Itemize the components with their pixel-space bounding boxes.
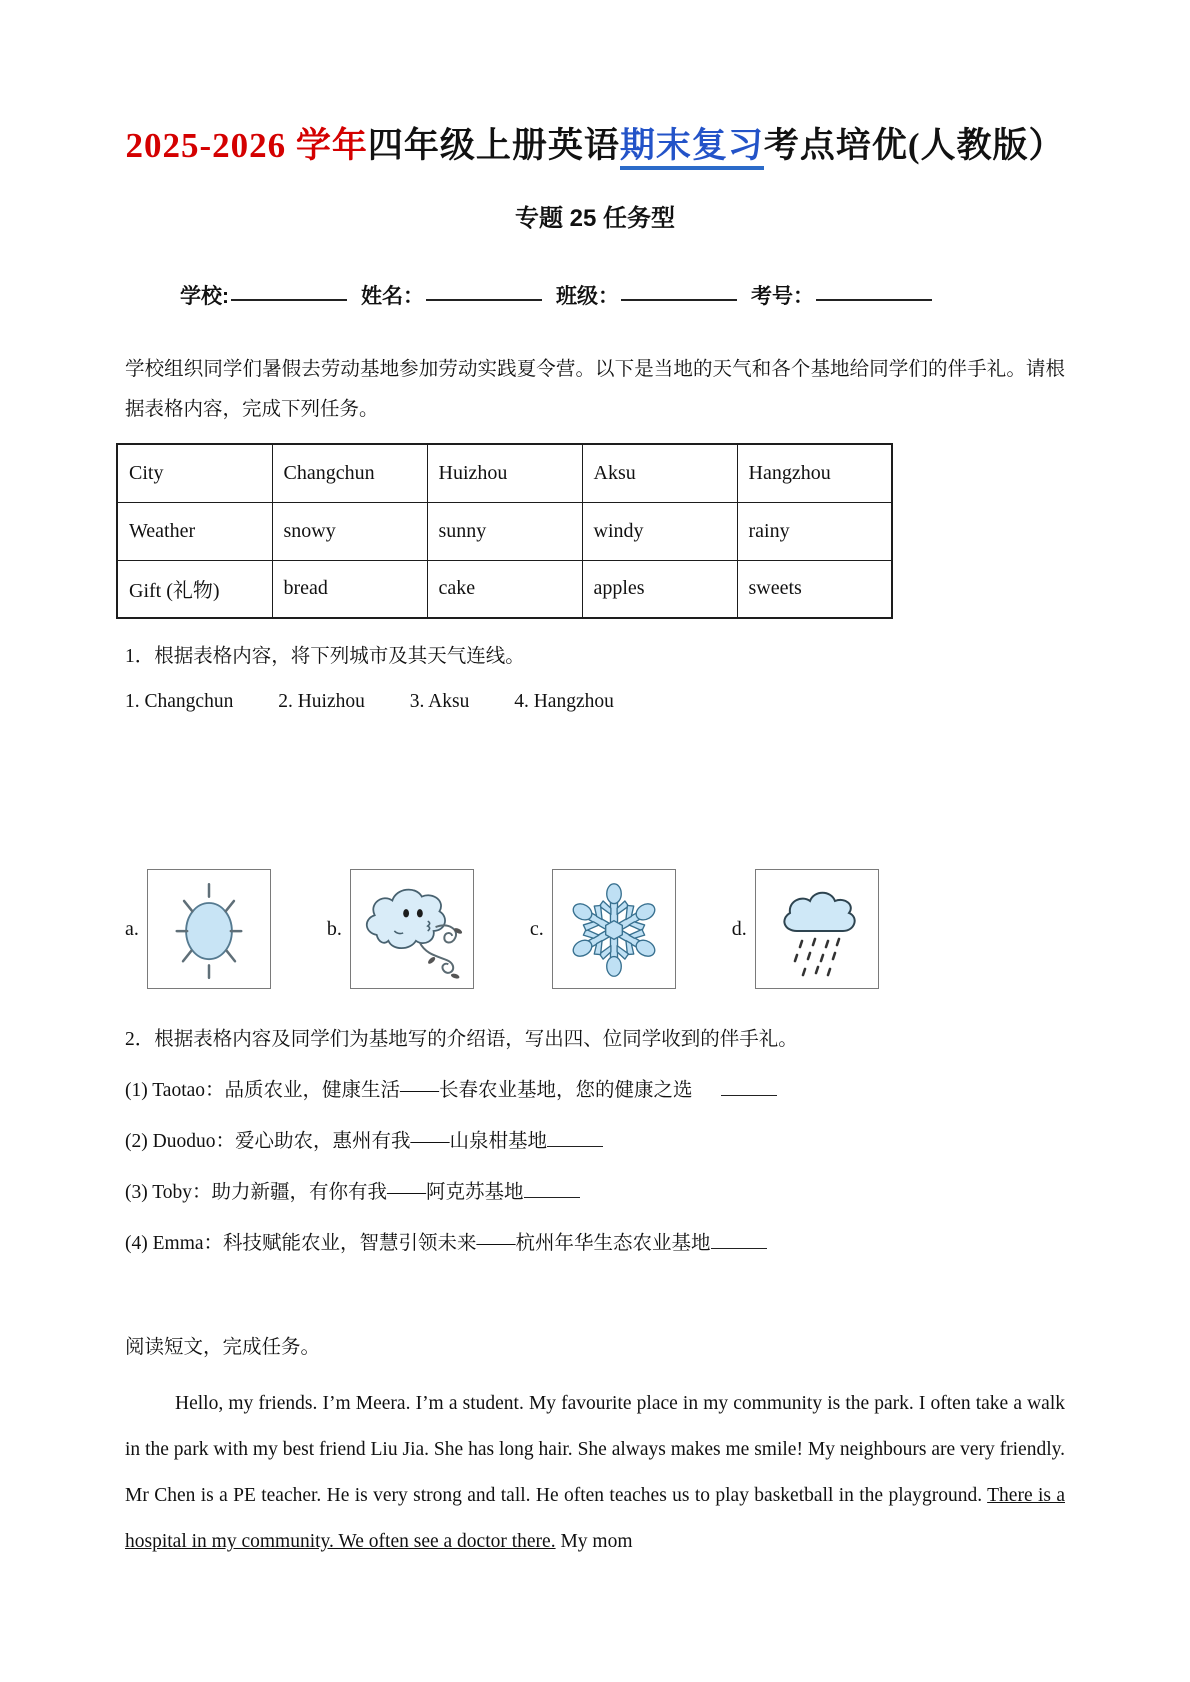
table-cell: snowy	[272, 502, 427, 560]
document-title	[125, 118, 1065, 168]
exam-number-label: 考号：	[751, 285, 814, 308]
option-d-box	[755, 869, 879, 989]
city-item: 4. Hangzhou	[514, 691, 614, 712]
passage-text-end: My mom	[555, 1531, 633, 1552]
table-row-weather	[117, 502, 892, 560]
weather-options-row	[125, 869, 1065, 989]
student-info-row	[125, 279, 1065, 310]
option-c-box	[552, 869, 676, 989]
rain-icon	[767, 877, 867, 981]
answer-blank-4	[711, 1231, 767, 1249]
q2-item-4-text: (4) Emma：科技赋能农业，智慧引领未来——杭州年华生态农业基地	[125, 1233, 711, 1254]
title-year: 2025-2026 学年	[125, 126, 368, 165]
name-label: 姓名：	[361, 285, 424, 308]
title-review-highlight: 期末复习	[620, 126, 764, 170]
name-field	[361, 279, 556, 310]
answer-blank-1	[721, 1078, 777, 1096]
table-cell: windy	[582, 502, 737, 560]
table-cell: Aksu	[582, 444, 737, 502]
table-cell: Weather	[117, 502, 272, 560]
table-cell: Huizhou	[427, 444, 582, 502]
q2-item-3-text: (3) Toby：助力新疆，有你有我——阿克苏基地	[125, 1182, 524, 1203]
city-match-list	[125, 691, 1065, 713]
answer-blank-3	[524, 1180, 580, 1198]
snowflake-icon	[562, 875, 666, 983]
table-cell: City	[117, 444, 272, 502]
table-cell: cake	[427, 560, 582, 618]
table-cell: sunny	[427, 502, 582, 560]
option-a-letter: a.	[125, 917, 139, 940]
option-c	[530, 869, 676, 989]
table-cell: Hangzhou	[737, 444, 892, 502]
name-blank	[426, 279, 542, 301]
option-b-box	[350, 869, 474, 989]
class-blank	[621, 279, 737, 301]
question-2-prompt: 2．根据表格内容及同学们为基地写的介绍语，写出四、位同学收到的伴手礼。	[125, 1029, 798, 1050]
reading-passage	[125, 1381, 1065, 1565]
option-a-box	[147, 869, 271, 989]
intro-paragraph: 学校组织同学们暑假去劳动基地参加劳动实践夏令营。以下是当地的天气和各个基地给同学们的伴手礼。请根据表格内容，完成下列任务。	[125, 359, 1065, 420]
class-label: 班级：	[556, 285, 619, 308]
reading-prompt: 阅读短文，完成任务。	[125, 1337, 321, 1358]
q2-item-1	[125, 1074, 1065, 1102]
table-cell: bread	[272, 560, 427, 618]
school-label: 学校:	[180, 285, 229, 308]
exam-number-field	[751, 279, 932, 310]
school-blank	[231, 279, 347, 301]
class-field	[556, 279, 751, 310]
passage-text: Hello, my friends. I’m Meera. I’m a student. My favourite place in my community is the park. I often take a walk in the park with my best friend Liu Jia. She has long hair. She always makes me smile! My neighbours are very friendly. Mr Chen is a PE teacher. He is very strong and tall. He often teaches us to play basketball in the playground.	[125, 1393, 1065, 1506]
table-row-city	[117, 444, 892, 502]
table-cell: Changchun	[272, 444, 427, 502]
q2-item-2-text: (2) Duoduo：爱心助农，惠州有我——山泉柑基地	[125, 1131, 547, 1152]
passage-underlined-sentence: There is a hospital in my community. We often see a doctor there.	[125, 1485, 1065, 1552]
title-edition: 考点培优(人教版）	[763, 126, 1065, 165]
answer-blank-2	[547, 1129, 603, 1147]
q2-item-1-text: (1) Taotao：品质农业，健康生活——长春农业基地，您的健康之选	[125, 1080, 693, 1101]
option-b-letter: b.	[326, 917, 342, 940]
weather-gift-table	[116, 443, 893, 619]
table-row-gift	[117, 560, 892, 618]
sun-icon	[157, 877, 261, 981]
option-a	[125, 869, 271, 989]
city-item: 2. Huizhou	[278, 691, 365, 712]
question-1-prompt: 1．根据表格内容，将下列城市及其天气连线。	[125, 646, 525, 667]
table-cell: apples	[582, 560, 737, 618]
table-cell: Gift (礼物)	[117, 560, 272, 618]
option-d	[732, 869, 879, 989]
q2-item-4	[125, 1227, 1065, 1255]
option-d-letter: d.	[731, 917, 747, 940]
city-item: 1. Changchun	[125, 691, 234, 712]
exam-number-blank	[816, 279, 932, 301]
title-grade-subject: 四年级上册英语	[367, 126, 620, 165]
wind-icon	[357, 876, 467, 982]
option-c-letter: c.	[529, 917, 544, 940]
topic-heading: 专题 25 任务型	[514, 205, 676, 232]
school-field	[180, 279, 361, 310]
option-b	[327, 869, 474, 989]
q2-item-3	[125, 1176, 1065, 1204]
table-cell: sweets	[737, 560, 892, 618]
table-cell: rainy	[737, 502, 892, 560]
q2-item-2	[125, 1125, 1065, 1153]
city-item: 3. Aksu	[409, 691, 470, 712]
